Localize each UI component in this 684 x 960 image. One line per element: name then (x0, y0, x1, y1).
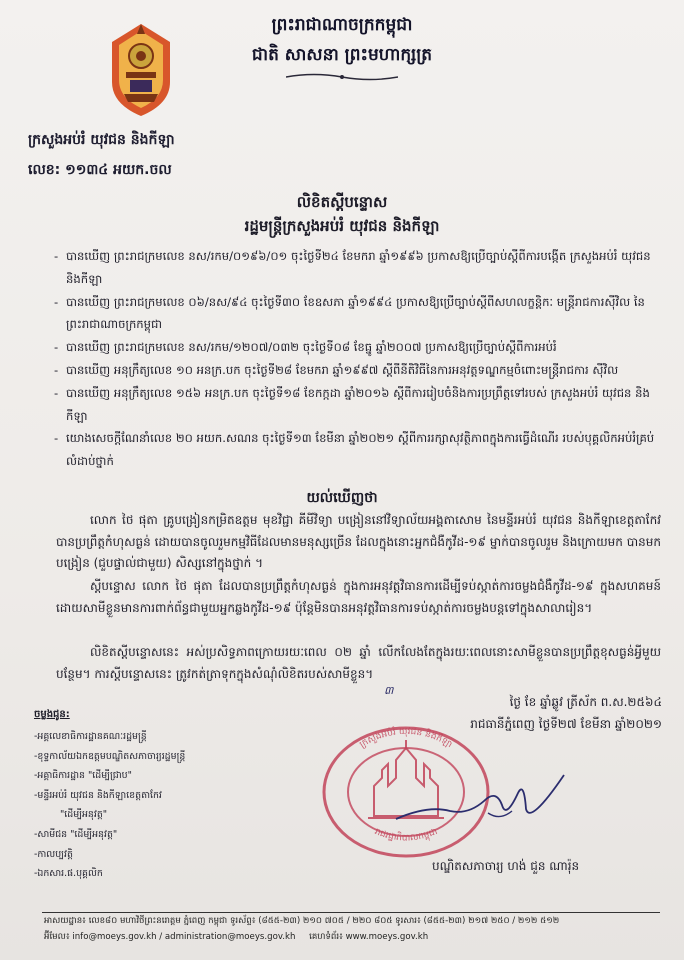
footer-contacts (44, 932, 428, 944)
reference-number: លេខ: ១១៣៤ អយក.ចល (28, 162, 172, 178)
footer-divider (42, 912, 660, 913)
copy-to-list (34, 727, 185, 884)
letter-title: លិខិតស្តីបន្ទោស (296, 193, 388, 211)
kingdom-heading: ព្រះរាជាណាចក្រកម្ពុជា (271, 15, 413, 35)
website-label: គេហទំព័រ៖ (309, 932, 343, 942)
ministry-name: ក្រសួងអប់រំ យុវជន និងកីឡា (28, 132, 175, 148)
recipient-item: -អគ្គលេខាធិការដ្ឋានគណៈរដ្ឋមន្ត្រី (34, 731, 147, 742)
svg-text:ក្រសួងអប់រំ យុវជន និងកីឡា: ក្រសួងអប់រំ យុវជន និងកីឡា (358, 726, 454, 751)
lunar-date: ថ្ងៃ ខែ ឆ្នាំឆ្លូវ ត្រីស័ក ព.ស.២៥៦៤ (509, 695, 662, 709)
recipient-item: -ខុទ្ទកាល័យឯកឧត្តមបណ្ឌិតសភាចារ្យរដ្ឋមន្ត្រី (34, 750, 186, 762)
website-url: www.moeys.gov.kh (345, 932, 429, 942)
solar-date: រាជធានីភ្នំពេញ ថ្ងៃទី២៧ ខែមីនា ឆ្នាំ២០២១ (470, 717, 662, 731)
national-motto: ជាតិ សាសនា ព្រះមហាក្សត្រ (251, 45, 433, 65)
considering-heading: យល់ឃើញថា (306, 490, 378, 506)
legal-references (54, 245, 664, 473)
email-addresses: info@moeys.gov.kh / administration@moeys.gov.kh (72, 932, 296, 942)
handwritten-day: ៣ (384, 684, 394, 697)
recipient-item: -ឯកសារ.ផ.បុគ្គលិក (34, 868, 103, 880)
reference-item: - យោងសេចក្តីណែនាំលេខ ២០ អយក.សណន ចុះថ្ងៃទី១៣ ខែមីនា ឆ្នាំ២០២១ ស្តីពីការរក្សាសុវត្ថិភាពក្នុងការធ្វើដំណើរ របស់បុគ្គលិកអប់រំគ្រប់លំដាប់ថ្នាក់ (54, 427, 664, 473)
letter-issuer: រដ្ឋមន្ត្រីក្រសួងអប់រំ យុវជន និងកីឡា (244, 217, 440, 235)
recipient-item: -សាមីជន "ដើម្បីអនុវត្ត" (34, 828, 118, 840)
reference-item: - បានឃើញ ព្រះរាជក្រមលេខ នស/រកម/០១៩៦/០១ ចុះថ្ងៃទី២៤ ខែមករា ឆ្នាំ១៩៩៦ ប្រកាសឱ្យប្រើច្បាប់ស្តីពីការបង្កើត ក្រសួងអប់រំ យុវជន និងកីឡា (54, 245, 664, 291)
signatory-name: បណ្ឌិតសភាចារ្យ ហង់ ជួន ណារ៉ុន (432, 859, 580, 873)
footer-address: អាសយដ្ឋាន៖ លេខ៨០ មហាវិថីព្រះនរោត្តម ភ្នំពេញ កម្ពុជា ទូរស័ព្ទ៖ (៨៥៥-២៣) ២១០ ៧០៥ / ២២០ ៨០៥ ទូរសារ៖ (៨៥៥-២៣) ២១៧ ២៥០ / ២១២ ៥១២ (44, 916, 560, 926)
body-paragraph-1: លោក ថៃ ផុតា គ្រូបង្រៀនកម្រិតឧត្តម មុខវិជ្ជា គីមីវិទ្យា បង្រៀននៅវិទ្យាល័យអង្គតាសោម នៃមន្ទីរអប់រំ យុវជន និងកីឡាខេត្តតាកែវ បានប្រព្រឹត្តកំហុសធ្ងន់ ដោយបានចូលរួមកម្មវិធីដែលមានមនុស្សច្រើន ដែលក្នុងនោះអ្នកជំងឺកូវីដ-១៩ ម្នាក់បានចូលរួម និងក្រោយមក បានមកបង្រៀន (ជួបផ្ទាល់ជាមួយ) សិស្សនៅក្នុងថ្នាក់ ។ (56, 513, 661, 571)
signature-icon (388, 765, 568, 835)
svg-text:រាជរដ្ឋាភិបាលកម្ពុជា: រាជរដ្ឋាភិបាលកម្ពុជា (372, 826, 440, 844)
recipient-item: -អគ្គាធិការដ្ឋាន "ដើម្បីជ្រាប" (34, 770, 132, 782)
reference-item: - បានឃើញ ព្រះរាជក្រមលេខ ០៦/នស/៩៤ ចុះថ្ងៃទី៣០ ខែឧសភា ឆ្នាំ១៩៩៤ ប្រកាសឱ្យប្រើច្បាប់ស្តីពីសហលក្ខន្តិកៈ មន្ត្រីរាជការស៊ីវិល នៃព្រះរាជាណាចក្រកម្ពុជា (54, 291, 664, 337)
copy-to-heading: ចម្លងជូន: (34, 709, 70, 720)
reference-item: - បានឃើញ ព្រះរាជក្រមលេខ នស/រកម/១២០៧/០៣២ ចុះថ្ងៃទី០៨ ខែធ្នូ ឆ្នាំ២០០៧ ប្រកាសឱ្យប្រើច្បាប់ស្តីពីការអប់រំ (54, 336, 664, 359)
reference-item: - បានឃើញ អនុក្រឹត្យលេខ ១០ អនក្រ.បក ចុះថ្ងៃទី២៨ ខែមករា ឆ្នាំ១៩៩៧ ស្តីពីនីតិវិធីនៃការអនុវត្តទណ្ឌកម្មចំពោះមន្ត្រីរាជការ ស៊ីវិល (54, 359, 664, 382)
reference-item: - បានឃើញ អនុក្រឹត្យលេខ ១៥៦ អនក្រ.បក ចុះថ្ងៃទី១៨ ខែកក្កដា ឆ្នាំ២០១៦ ស្តីពីការរៀបចំនិងការប្រព្រឹត្តទៅរបស់ ក្រសួងអប់រំ យុវជន និងកីឡា (54, 382, 664, 428)
recipient-item: "ដើម្បីអនុវត្ត" (60, 809, 108, 821)
ornament-rule-icon (286, 72, 398, 82)
email-label: អ៊ីមែល៖ (44, 932, 70, 942)
body-paragraph-2: ស្តីបន្ទោស លោក ថៃ ផុតា ដែលបានប្រព្រឹត្តកំហុសធ្ងន់ ក្នុងការអនុវត្តវិធានការដើម្បីទប់ស្កាត់ការចម្លងជំងឺកូវីដ-១៩ ក្នុងសហគមន៍ ដោយសាមីខ្លួនមានការពាក់ព័ន្ធជាមួយអ្នកឆ្លងកូវីដ-១៩ ប៉ុន្តែមិនបានអនុវត្តវិធានការទប់ស្កាត់ការចម្លងបន្តទៅក្នុងសាលារៀន។ (56, 579, 661, 615)
recipient-item: -មន្ទីរអប់រំ យុវជន និងកីឡាខេត្តតាកែវ (34, 789, 162, 801)
body-paragraph-3: លិខិតស្តីបន្ទោសនេះ អស់ប្រសិទ្ធភាពក្រោយរយៈពេល ០២ ឆ្នាំ លើកលែងតែក្នុងរយៈពេលនោះសាមីខ្លួនបានប្រព្រឹត្តខុសធ្ងន់អ្វីមួយបន្ថែម។ ការស្តីបន្ទោសនេះ ត្រូវកត់ត្រាទុកក្នុងសំណុំលិខិតរបស់សាមីខ្លួន។ (56, 645, 661, 681)
recipient-item: -កាលប្បវត្តិ (34, 848, 73, 860)
